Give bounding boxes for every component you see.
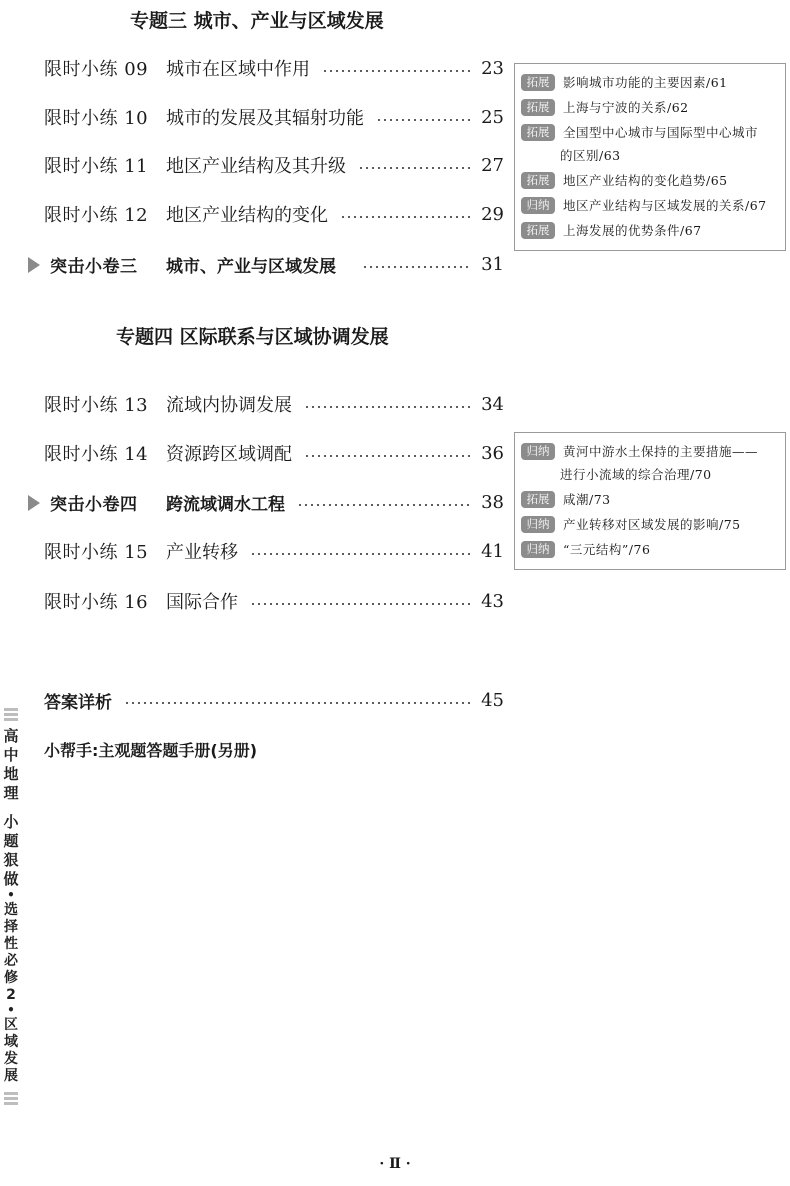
note-badge: 归纳 bbox=[521, 541, 555, 558]
note-badge: 拓展 bbox=[521, 222, 555, 239]
toc-label: 限时小练 16 bbox=[44, 592, 149, 613]
side-note-continued bbox=[521, 146, 779, 166]
side-note[interactable] bbox=[521, 196, 779, 216]
toc-label: 限时小练 12 bbox=[44, 205, 149, 226]
dot-separator: • bbox=[7, 1003, 15, 1017]
toc-leader bbox=[322, 70, 472, 72]
toc-page: 29 bbox=[481, 203, 504, 225]
toc-label: 突击小卷三 bbox=[50, 256, 138, 277]
toc-title: 流域内协调发展 bbox=[166, 395, 292, 416]
tab-bar bbox=[4, 718, 18, 721]
note-text: 产业转移对区域发展的影响/75 bbox=[563, 517, 741, 532]
toc-page: 27 bbox=[481, 154, 504, 176]
triangle-marker-icon bbox=[28, 257, 40, 273]
toc-page: 23 bbox=[481, 57, 504, 79]
note-text: 进行小流域的综合治理/70 bbox=[560, 467, 712, 482]
toc-page: 31 bbox=[481, 253, 504, 275]
toc-title: 资源跨区域调配 bbox=[166, 444, 292, 465]
toc-leader bbox=[124, 702, 472, 704]
tab-bar bbox=[4, 1092, 18, 1095]
toc-label: 限时小练 15 bbox=[44, 542, 149, 563]
toc-page: 41 bbox=[481, 540, 504, 562]
side-note[interactable] bbox=[521, 73, 779, 93]
side-tab-subject: 高中地理 bbox=[3, 727, 19, 802]
toc-title: 地区产业结构的变化 bbox=[166, 205, 328, 226]
side-notes-box-3 bbox=[514, 63, 786, 251]
toc-label: 限时小练 11 bbox=[44, 156, 149, 177]
toc-row[interactable] bbox=[44, 151, 504, 179]
toc-page: 38 bbox=[481, 491, 504, 513]
helper-note[interactable]: 小帮手:主观题答题手册(另册) bbox=[44, 741, 258, 760]
side-note[interactable] bbox=[521, 171, 779, 191]
toc-leader bbox=[304, 455, 472, 457]
side-note[interactable] bbox=[521, 540, 779, 560]
tab-bar bbox=[4, 713, 18, 716]
toc-title: 城市在区域中作用 bbox=[166, 59, 310, 80]
toc-row[interactable] bbox=[44, 439, 504, 467]
toc-label: 限时小练 14 bbox=[44, 444, 149, 465]
toc-leader bbox=[250, 603, 472, 605]
side-note[interactable] bbox=[521, 515, 779, 535]
toc-row[interactable] bbox=[44, 103, 504, 131]
note-badge: 拓展 bbox=[521, 99, 555, 116]
side-notes-box-4 bbox=[514, 432, 786, 570]
note-text: 全国型中心城市与国际型中心城市 bbox=[563, 125, 759, 140]
side-note-continued bbox=[521, 465, 779, 485]
tab-bar bbox=[4, 1097, 18, 1100]
tab-bar bbox=[4, 1102, 18, 1105]
toc-row[interactable] bbox=[44, 587, 504, 615]
note-text: 地区产业结构的变化趋势/65 bbox=[563, 173, 728, 188]
toc-leader bbox=[297, 504, 472, 506]
toc-row[interactable] bbox=[44, 537, 504, 565]
note-text: 咸潮/73 bbox=[563, 492, 611, 507]
toc-leader bbox=[250, 553, 472, 555]
toc-label: 限时小练 09 bbox=[44, 59, 149, 80]
tab-bar bbox=[4, 708, 18, 711]
note-text: 上海发展的优势条件/67 bbox=[563, 223, 702, 238]
toc-page: 25 bbox=[481, 106, 504, 128]
note-badge: 拓展 bbox=[521, 172, 555, 189]
note-badge: 拓展 bbox=[521, 74, 555, 91]
side-tab-volume: 选择性必修2 bbox=[4, 902, 18, 1003]
toc-label: 限时小练 10 bbox=[44, 108, 149, 129]
toc-leader bbox=[362, 266, 472, 268]
toc-title: 城市、产业与区域发展 bbox=[166, 256, 336, 277]
note-text: “三元结构”/76 bbox=[563, 542, 651, 557]
toc-label: 突击小卷四 bbox=[50, 494, 138, 515]
toc-leader bbox=[304, 406, 472, 408]
section-title-4: 专题四 区际联系与区域协调发展 bbox=[116, 326, 389, 348]
note-text: 上海与宁波的关系/62 bbox=[563, 100, 689, 115]
toc-page: 34 bbox=[481, 393, 504, 415]
note-badge: 拓展 bbox=[521, 491, 555, 508]
answers-title: 答案详析 bbox=[44, 692, 112, 713]
side-note[interactable] bbox=[521, 98, 779, 118]
page-number: · Ⅱ · bbox=[379, 1156, 411, 1172]
toc-label: 限时小练 13 bbox=[44, 395, 149, 416]
toc-leader bbox=[358, 167, 472, 169]
answers-row[interactable] bbox=[44, 686, 504, 714]
toc-title: 产业转移 bbox=[166, 542, 238, 563]
note-badge: 归纳 bbox=[521, 197, 555, 214]
note-text: 地区产业结构与区域发展的关系/67 bbox=[563, 198, 767, 213]
toc-row-exam[interactable] bbox=[44, 250, 504, 278]
note-badge: 拓展 bbox=[521, 124, 555, 141]
toc-leader bbox=[340, 216, 472, 218]
toc-row[interactable] bbox=[44, 54, 504, 82]
note-text: 的区别/63 bbox=[560, 148, 621, 163]
toc-title: 国际合作 bbox=[166, 592, 238, 613]
toc-page: 43 bbox=[481, 590, 504, 612]
side-note[interactable] bbox=[521, 123, 779, 143]
toc-title: 城市的发展及其辐射功能 bbox=[166, 108, 364, 129]
triangle-marker-icon bbox=[28, 495, 40, 511]
toc-title: 地区产业结构及其升级 bbox=[166, 156, 346, 177]
note-text: 影响城市功能的主要因素/61 bbox=[563, 75, 728, 90]
section-title-3: 专题三 城市、产业与区域发展 bbox=[130, 10, 384, 32]
dot-separator: • bbox=[7, 888, 15, 902]
toc-title: 跨流域调水工程 bbox=[166, 494, 285, 515]
side-note[interactable] bbox=[521, 442, 779, 462]
note-text: 黄河中游水土保持的主要措施—— bbox=[563, 444, 759, 459]
toc-row[interactable] bbox=[44, 200, 504, 228]
toc-row-exam[interactable] bbox=[44, 488, 504, 516]
toc-leader bbox=[376, 119, 472, 121]
toc-row[interactable] bbox=[44, 390, 504, 418]
side-note[interactable] bbox=[521, 490, 779, 510]
note-badge: 归纳 bbox=[521, 443, 555, 460]
note-badge: 归纳 bbox=[521, 516, 555, 533]
side-tab bbox=[3, 707, 19, 1106]
answers-page: 45 bbox=[481, 689, 504, 711]
side-note[interactable] bbox=[521, 221, 779, 241]
side-tab-topic: 区域发展 bbox=[4, 1017, 18, 1084]
side-tab-series: 小题狠做 bbox=[3, 813, 19, 888]
toc-page: 36 bbox=[481, 442, 504, 464]
